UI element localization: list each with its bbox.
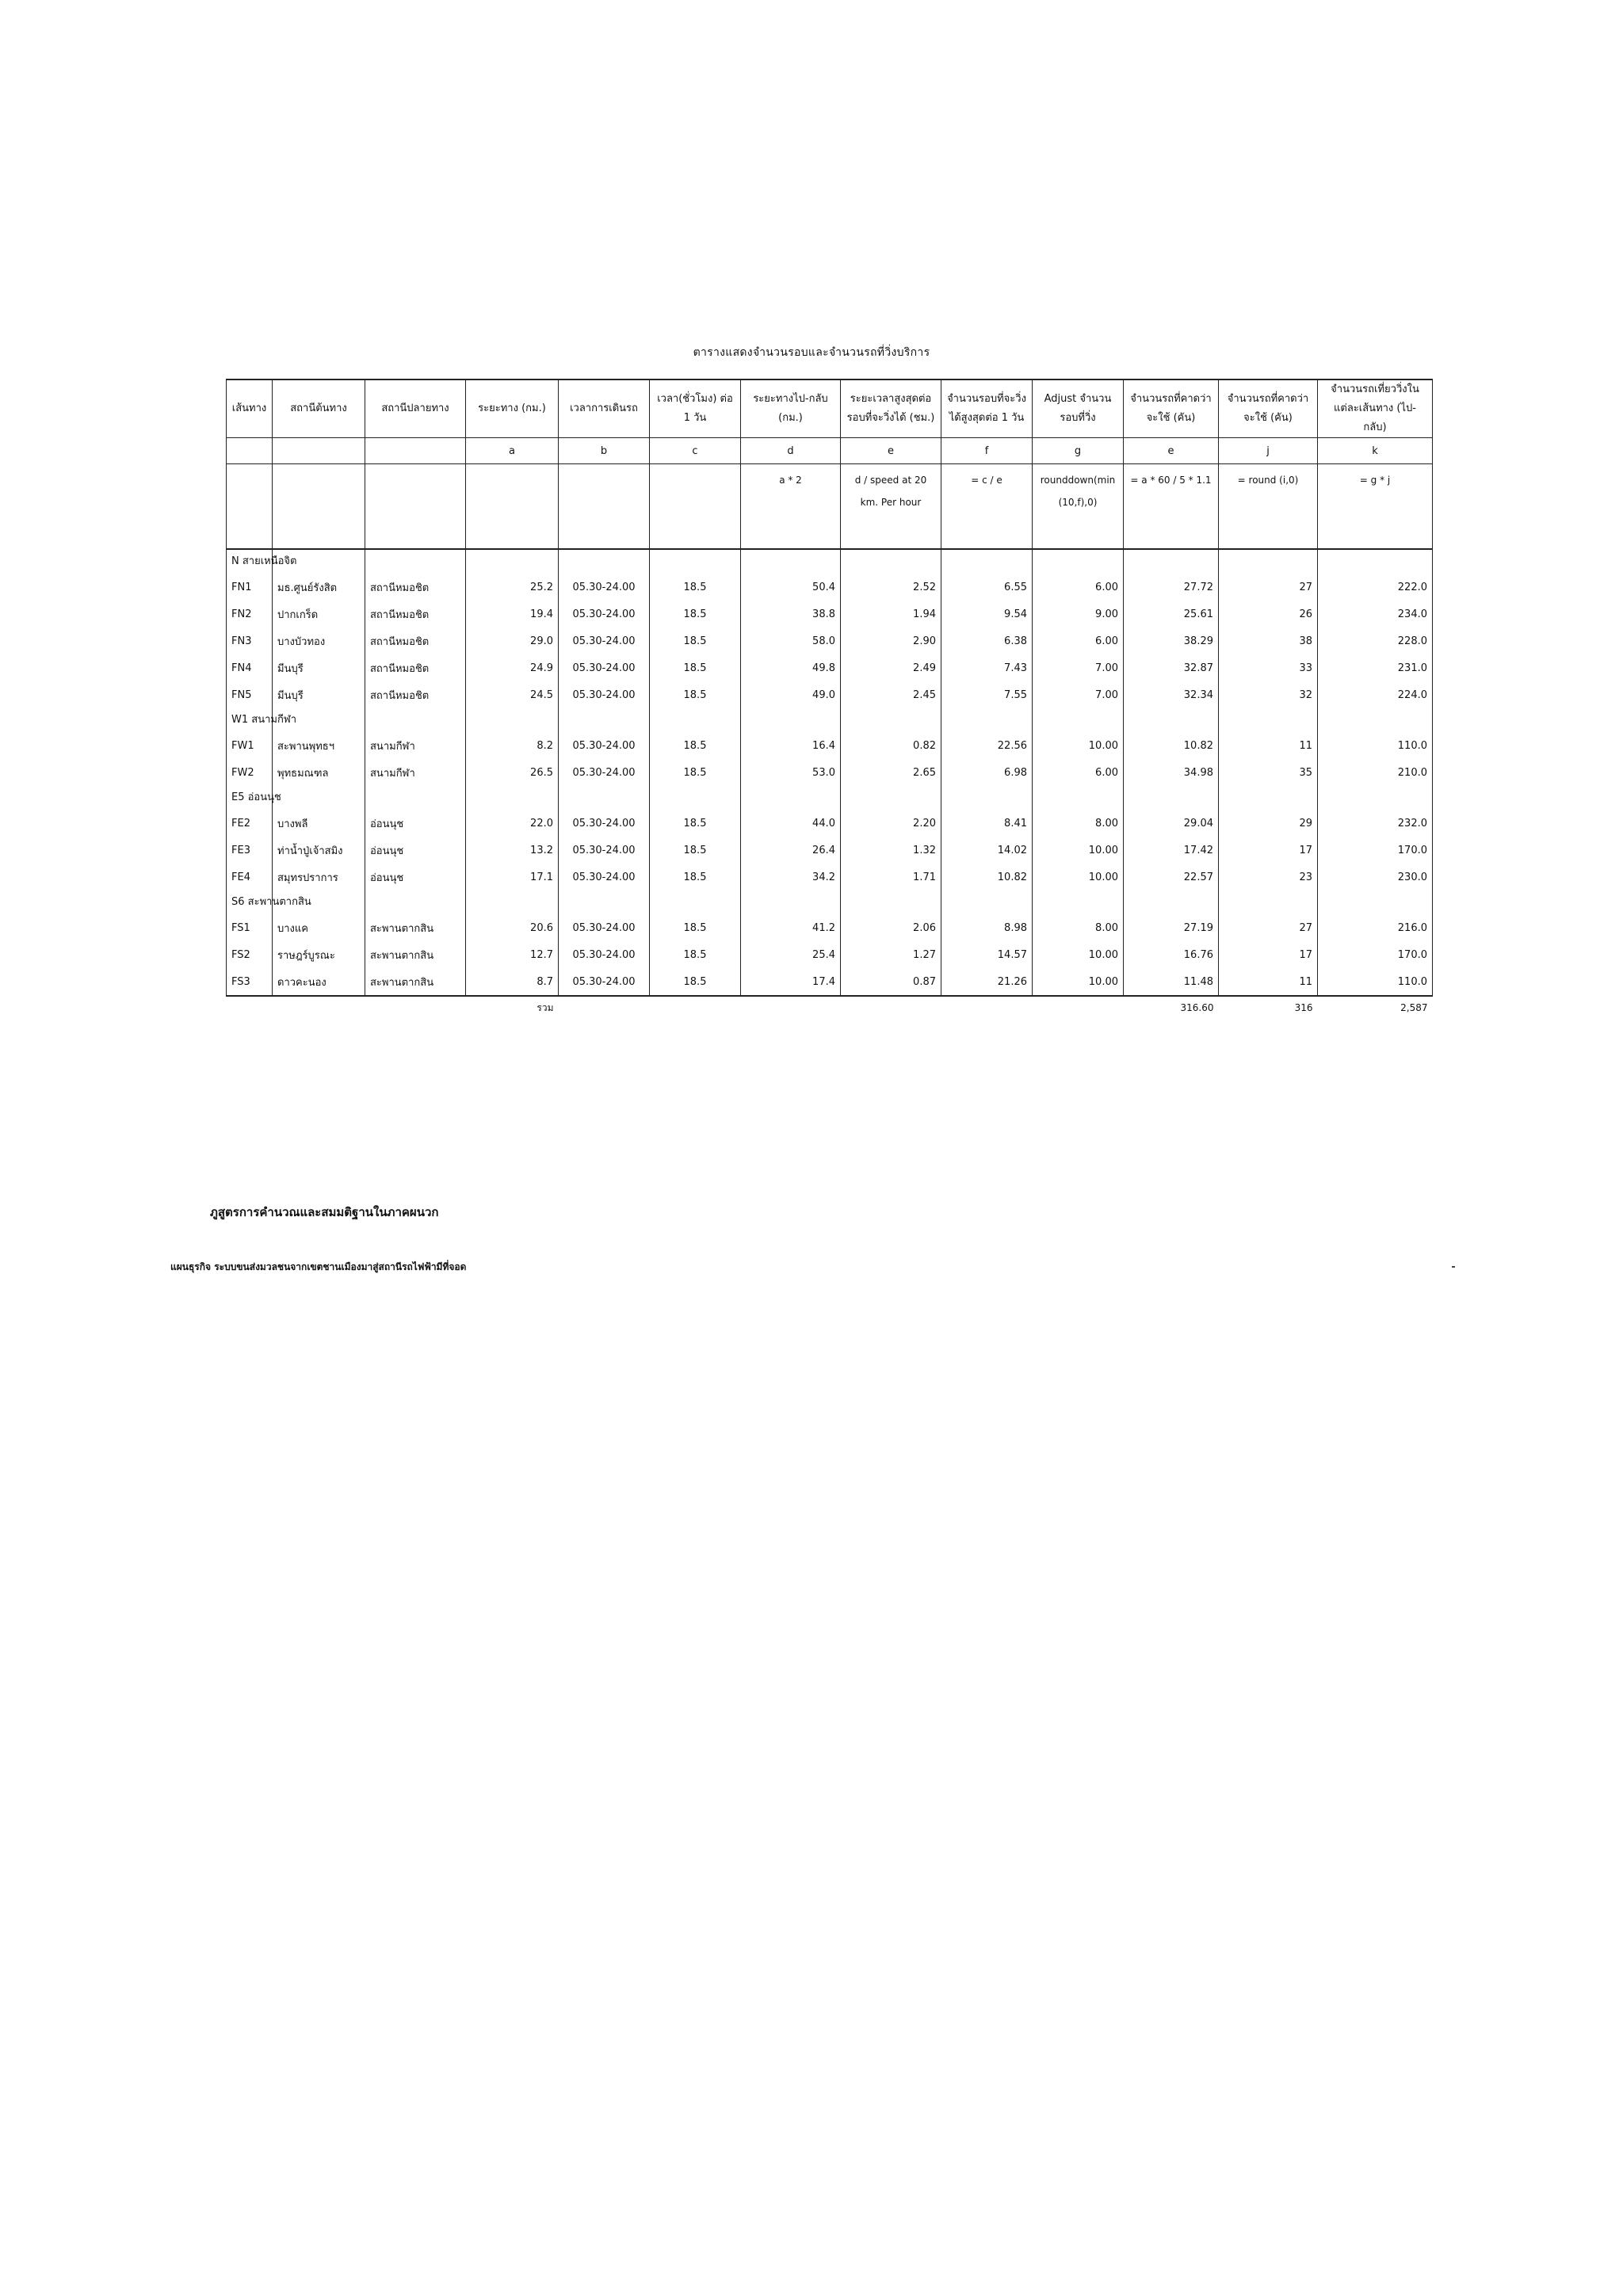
destination-station-cell: อ่อนนุช — [365, 864, 466, 891]
value-cell-k: 222.0 — [1318, 574, 1433, 601]
header-formula: = c / e — [941, 464, 1033, 550]
header-label: เส้นทาง — [227, 379, 273, 438]
value-cell-i: 27.72 — [1124, 574, 1219, 601]
origin-station-cell: บางบัวทอง — [273, 627, 365, 654]
footer-plan-text: แผนธุรกิจ ระบบขนส่งมวลชนจากเขตชานเมืองมาสู่สถานีรถไฟฟ้ามีที่จอด — [170, 1261, 467, 1272]
route-code-cell: FN1 — [227, 574, 273, 601]
header-code: j — [1219, 438, 1318, 464]
value-cell-c: 18.5 — [650, 941, 741, 968]
value-cell-e: 1.27 — [841, 941, 941, 968]
value-cell-f: 10.82 — [941, 864, 1033, 891]
value-cell-j: 23 — [1219, 864, 1318, 891]
value-cell-k: 224.0 — [1318, 681, 1433, 708]
value-cell-d: 53.0 — [741, 759, 841, 786]
value-cell-e: 2.20 — [841, 810, 941, 837]
destination-station-cell: สถานีหมอชิต — [365, 574, 466, 601]
header-code: e — [1124, 438, 1219, 464]
total-j: 316 — [1294, 1002, 1313, 1013]
value-cell-d: 38.8 — [741, 601, 841, 627]
value-cell-b: 05.30-24.00 — [559, 732, 650, 759]
value-cell-c: 18.5 — [650, 654, 741, 681]
route-code-cell: FN4 — [227, 654, 273, 681]
value-cell-j: 29 — [1219, 810, 1318, 837]
route-code-cell: FW1 — [227, 732, 273, 759]
header-label: สถานีปลายทาง — [365, 379, 466, 438]
value-cell-f: 6.98 — [941, 759, 1033, 786]
table-row — [227, 914, 1433, 941]
value-cell-i: 16.76 — [1124, 941, 1219, 968]
total-k: 2,587 — [1400, 1002, 1428, 1013]
value-cell-j: 33 — [1219, 654, 1318, 681]
value-cell-g: 8.00 — [1033, 810, 1124, 837]
value-cell-a: 8.2 — [466, 732, 559, 759]
route-code-cell: FE2 — [227, 810, 273, 837]
value-cell-k: 110.0 — [1318, 968, 1433, 996]
value-cell-j: 27 — [1219, 574, 1318, 601]
destination-station-cell: สถานีหมอชิต — [365, 654, 466, 681]
header-label: ระยะทางไป-กลับ (กม.) — [741, 379, 841, 438]
origin-station-cell: ดาวคะนอง — [273, 968, 365, 996]
value-cell-k: 110.0 — [1318, 732, 1433, 759]
value-cell-c: 18.5 — [650, 681, 741, 708]
value-cell-i: 27.19 — [1124, 914, 1219, 941]
group-label: W1 สนามกีฬา — [227, 708, 273, 732]
route-code-cell: FN5 — [227, 681, 273, 708]
value-cell-i: 32.87 — [1124, 654, 1219, 681]
value-cell-a: 29.0 — [466, 627, 559, 654]
header-code — [365, 438, 466, 464]
value-cell-c: 18.5 — [650, 601, 741, 627]
origin-station-cell: ท่าน้ำปู่เจ้าสมิง — [273, 837, 365, 864]
value-cell-k: 231.0 — [1318, 654, 1433, 681]
value-cell-e: 2.65 — [841, 759, 941, 786]
value-cell-d: 49.8 — [741, 654, 841, 681]
value-cell-k: 216.0 — [1318, 914, 1433, 941]
value-cell-f: 21.26 — [941, 968, 1033, 996]
value-cell-k: 232.0 — [1318, 810, 1433, 837]
value-cell-g: 10.00 — [1033, 968, 1124, 996]
value-cell-i: 29.04 — [1124, 810, 1219, 837]
value-cell-e: 2.52 — [841, 574, 941, 601]
value-cell-e: 1.71 — [841, 864, 941, 891]
header-code: b — [559, 438, 650, 464]
group-row — [227, 891, 1433, 914]
header-formula: a * 2 — [741, 464, 841, 550]
route-code-cell: FE4 — [227, 864, 273, 891]
header-formula — [466, 464, 559, 550]
header-code — [273, 438, 365, 464]
value-cell-g: 6.00 — [1033, 574, 1124, 601]
value-cell-b: 05.30-24.00 — [559, 759, 650, 786]
value-cell-g: 7.00 — [1033, 654, 1124, 681]
group-row — [227, 549, 1433, 574]
value-cell-b: 05.30-24.00 — [559, 941, 650, 968]
value-cell-j: 17 — [1219, 837, 1318, 864]
value-cell-a: 17.1 — [466, 864, 559, 891]
value-cell-c: 18.5 — [650, 810, 741, 837]
table-row — [227, 810, 1433, 837]
value-cell-i: 32.34 — [1124, 681, 1219, 708]
origin-station-cell: ปากเกร็ด — [273, 601, 365, 627]
value-cell-k: 228.0 — [1318, 627, 1433, 654]
value-cell-c: 18.5 — [650, 837, 741, 864]
value-cell-b: 05.30-24.00 — [559, 810, 650, 837]
header-label: ระยะทาง (กม.) — [466, 379, 559, 438]
origin-station-cell: บางพลี — [273, 810, 365, 837]
total-label: รวม — [537, 1001, 554, 1013]
header-formula: = round (i,0) — [1219, 464, 1318, 550]
value-cell-d: 44.0 — [741, 810, 841, 837]
header-label: Adjust จำนวนรอบที่วิ่ง — [1033, 379, 1124, 438]
table-row — [227, 968, 1433, 996]
header-label: จำนวนรถที่คาดว่าจะใช้ (คัน) — [1219, 379, 1318, 438]
value-cell-j: 11 — [1219, 968, 1318, 996]
header-code — [227, 438, 273, 464]
value-cell-i: 22.57 — [1124, 864, 1219, 891]
value-cell-e: 1.94 — [841, 601, 941, 627]
value-cell-g: 10.00 — [1033, 732, 1124, 759]
group-row — [227, 708, 1433, 732]
header-code: g — [1033, 438, 1124, 464]
header-formula — [273, 464, 365, 550]
value-cell-d: 17.4 — [741, 968, 841, 996]
value-cell-a: 22.0 — [466, 810, 559, 837]
value-cell-d: 16.4 — [741, 732, 841, 759]
value-cell-f: 14.57 — [941, 941, 1033, 968]
header-code: d — [741, 438, 841, 464]
table-row — [227, 941, 1433, 968]
value-cell-b: 05.30-24.00 — [559, 681, 650, 708]
value-cell-b: 05.30-24.00 — [559, 627, 650, 654]
value-cell-d: 58.0 — [741, 627, 841, 654]
route-code-cell: FS2 — [227, 941, 273, 968]
table-row — [227, 837, 1433, 864]
header-formula: rounddown(min (10,f),0) — [1033, 464, 1124, 550]
table-row — [227, 601, 1433, 627]
header-code: c — [650, 438, 741, 464]
origin-station-cell: ราษฎร์บูรณะ — [273, 941, 365, 968]
table-row — [227, 759, 1433, 786]
value-cell-g: 9.00 — [1033, 601, 1124, 627]
value-cell-j: 26 — [1219, 601, 1318, 627]
value-cell-e: 2.90 — [841, 627, 941, 654]
header-label: ระยะเวลาสูงสุดต่อรอบที่จะวิ่งได้ (ชม.) — [841, 379, 941, 438]
header-label: จำนวนรถเที่ยววิ่งในแต่ละเส้นทาง (ไป-กลับ) — [1318, 379, 1433, 438]
value-cell-b: 05.30-24.00 — [559, 968, 650, 996]
header-code: a — [466, 438, 559, 464]
value-cell-c: 18.5 — [650, 627, 741, 654]
header-code: f — [941, 438, 1033, 464]
value-cell-k: 234.0 — [1318, 601, 1433, 627]
table-row — [227, 681, 1433, 708]
value-cell-g: 10.00 — [1033, 941, 1124, 968]
header-formula: = g * j — [1318, 464, 1433, 550]
destination-station-cell: สะพานตากสิน — [365, 914, 466, 941]
value-cell-k: 170.0 — [1318, 941, 1433, 968]
value-cell-a: 24.5 — [466, 681, 559, 708]
value-cell-e: 0.82 — [841, 732, 941, 759]
table-title: ตารางแสดงจำนวนรอบและจำนวนรถที่วิ่งบริการ — [693, 346, 930, 359]
value-cell-b: 05.30-24.00 — [559, 864, 650, 891]
value-cell-f: 14.02 — [941, 837, 1033, 864]
value-cell-j: 11 — [1219, 732, 1318, 759]
value-cell-i: 10.82 — [1124, 732, 1219, 759]
table-row — [227, 574, 1433, 601]
value-cell-g: 6.00 — [1033, 627, 1124, 654]
value-cell-j: 32 — [1219, 681, 1318, 708]
value-cell-e: 0.87 — [841, 968, 941, 996]
value-cell-b: 05.30-24.00 — [559, 914, 650, 941]
header-formula — [365, 464, 466, 550]
value-cell-a: 26.5 — [466, 759, 559, 786]
origin-station-cell: สมุทรปราการ — [273, 864, 365, 891]
value-cell-e: 1.32 — [841, 837, 941, 864]
header-label: จำนวนรถที่คาดว่าจะใช้ (คัน) — [1124, 379, 1219, 438]
route-table — [226, 379, 1433, 1019]
origin-station-cell: มีนบุรี — [273, 681, 365, 708]
group-label: E5 อ่อนนุช — [227, 786, 273, 810]
header-formula: = a * 60 / 5 * 1.1 — [1124, 464, 1219, 550]
value-cell-k: 170.0 — [1318, 837, 1433, 864]
route-code-cell: FW2 — [227, 759, 273, 786]
value-cell-a: 24.9 — [466, 654, 559, 681]
header-label: เวลาการเดินรถ — [559, 379, 650, 438]
header-code: e — [841, 438, 941, 464]
total-i: 316.60 — [1180, 1002, 1214, 1013]
header-formula — [227, 464, 273, 550]
route-code-cell: FN3 — [227, 627, 273, 654]
value-cell-e: 2.06 — [841, 914, 941, 941]
value-cell-j: 35 — [1219, 759, 1318, 786]
value-cell-f: 6.55 — [941, 574, 1033, 601]
value-cell-j: 38 — [1219, 627, 1318, 654]
value-cell-c: 18.5 — [650, 732, 741, 759]
header-formula — [559, 464, 650, 550]
value-cell-c: 18.5 — [650, 574, 741, 601]
value-cell-d: 34.2 — [741, 864, 841, 891]
header-label-row — [227, 379, 1433, 438]
route-code-cell: FE3 — [227, 837, 273, 864]
value-cell-a: 20.6 — [466, 914, 559, 941]
value-cell-a: 19.4 — [466, 601, 559, 627]
value-cell-i: 17.42 — [1124, 837, 1219, 864]
group-label: N สายเหนือจิต — [227, 549, 273, 574]
value-cell-g: 7.00 — [1033, 681, 1124, 708]
header-formula: d / speed at 20 km. Per hour — [841, 464, 941, 550]
value-cell-g: 10.00 — [1033, 864, 1124, 891]
destination-station-cell: สถานีหมอชิต — [365, 681, 466, 708]
value-cell-f: 9.54 — [941, 601, 1033, 627]
origin-station-cell: มธ.ศูนย์รังสิต — [273, 574, 365, 601]
value-cell-d: 41.2 — [741, 914, 841, 941]
origin-station-cell: มีนบุรี — [273, 654, 365, 681]
table-row — [227, 864, 1433, 891]
value-cell-k: 230.0 — [1318, 864, 1433, 891]
table-row — [227, 654, 1433, 681]
value-cell-d: 25.4 — [741, 941, 841, 968]
value-cell-i: 34.98 — [1124, 759, 1219, 786]
value-cell-a: 25.2 — [466, 574, 559, 601]
header-label: เวลา(ชั่วโมง) ต่อ 1 วัน — [650, 379, 741, 438]
destination-station-cell: สถานีหมอชิต — [365, 601, 466, 627]
header-formula-row — [227, 464, 1433, 550]
group-label: S6 สะพานตากสิน — [227, 891, 273, 914]
table-body — [227, 549, 1433, 996]
value-cell-f: 22.56 — [941, 732, 1033, 759]
header-code: k — [1318, 438, 1433, 464]
value-cell-j: 17 — [1219, 941, 1318, 968]
value-cell-i: 11.48 — [1124, 968, 1219, 996]
value-cell-f: 7.43 — [941, 654, 1033, 681]
value-cell-b: 05.30-24.00 — [559, 601, 650, 627]
value-cell-a: 8.7 — [466, 968, 559, 996]
route-code-cell: FS1 — [227, 914, 273, 941]
value-cell-d: 49.0 — [741, 681, 841, 708]
value-cell-f: 7.55 — [941, 681, 1033, 708]
value-cell-b: 05.30-24.00 — [559, 574, 650, 601]
destination-station-cell: อ่อนนุช — [365, 810, 466, 837]
origin-station-cell: พุทธมณฑล — [273, 759, 365, 786]
value-cell-k: 210.0 — [1318, 759, 1433, 786]
value-cell-d: 26.4 — [741, 837, 841, 864]
total-row — [227, 996, 1433, 1019]
destination-station-cell: สนามกีฬา — [365, 732, 466, 759]
value-cell-g: 8.00 — [1033, 914, 1124, 941]
destination-station-cell: อ่อนนุช — [365, 837, 466, 864]
value-cell-f: 6.38 — [941, 627, 1033, 654]
header-label: จำนวนรอบที่จะวิ่งได้สูงสุดต่อ 1 วัน — [941, 379, 1033, 438]
value-cell-c: 18.5 — [650, 864, 741, 891]
value-cell-e: 2.45 — [841, 681, 941, 708]
destination-station-cell: สะพานตากสิน — [365, 968, 466, 996]
value-cell-a: 12.7 — [466, 941, 559, 968]
value-cell-e: 2.49 — [841, 654, 941, 681]
destination-station-cell: สถานีหมอชิต — [365, 627, 466, 654]
page-mark — [1452, 1266, 1455, 1268]
table-row — [227, 627, 1433, 654]
formula-note: ภูสูตรการคำนวณและสมมติฐานในภาคผนวก — [210, 1205, 439, 1219]
header-formula — [650, 464, 741, 550]
value-cell-b: 05.30-24.00 — [559, 654, 650, 681]
group-row — [227, 786, 1433, 810]
value-cell-g: 6.00 — [1033, 759, 1124, 786]
origin-station-cell: สะพานพุทธฯ — [273, 732, 365, 759]
value-cell-i: 25.61 — [1124, 601, 1219, 627]
value-cell-a: 13.2 — [466, 837, 559, 864]
value-cell-i: 38.29 — [1124, 627, 1219, 654]
destination-station-cell: สนามกีฬา — [365, 759, 466, 786]
header-code-row — [227, 438, 1433, 464]
value-cell-c: 18.5 — [650, 968, 741, 996]
table-row — [227, 732, 1433, 759]
origin-station-cell: บางแค — [273, 914, 365, 941]
route-code-cell: FN2 — [227, 601, 273, 627]
value-cell-d: 50.4 — [741, 574, 841, 601]
value-cell-f: 8.41 — [941, 810, 1033, 837]
value-cell-b: 05.30-24.00 — [559, 837, 650, 864]
destination-station-cell: สะพานตากสิน — [365, 941, 466, 968]
value-cell-g: 10.00 — [1033, 837, 1124, 864]
value-cell-f: 8.98 — [941, 914, 1033, 941]
value-cell-j: 27 — [1219, 914, 1318, 941]
value-cell-c: 18.5 — [650, 914, 741, 941]
header-label: สถานีต้นทาง — [273, 379, 365, 438]
value-cell-c: 18.5 — [650, 759, 741, 786]
route-code-cell: FS3 — [227, 968, 273, 996]
